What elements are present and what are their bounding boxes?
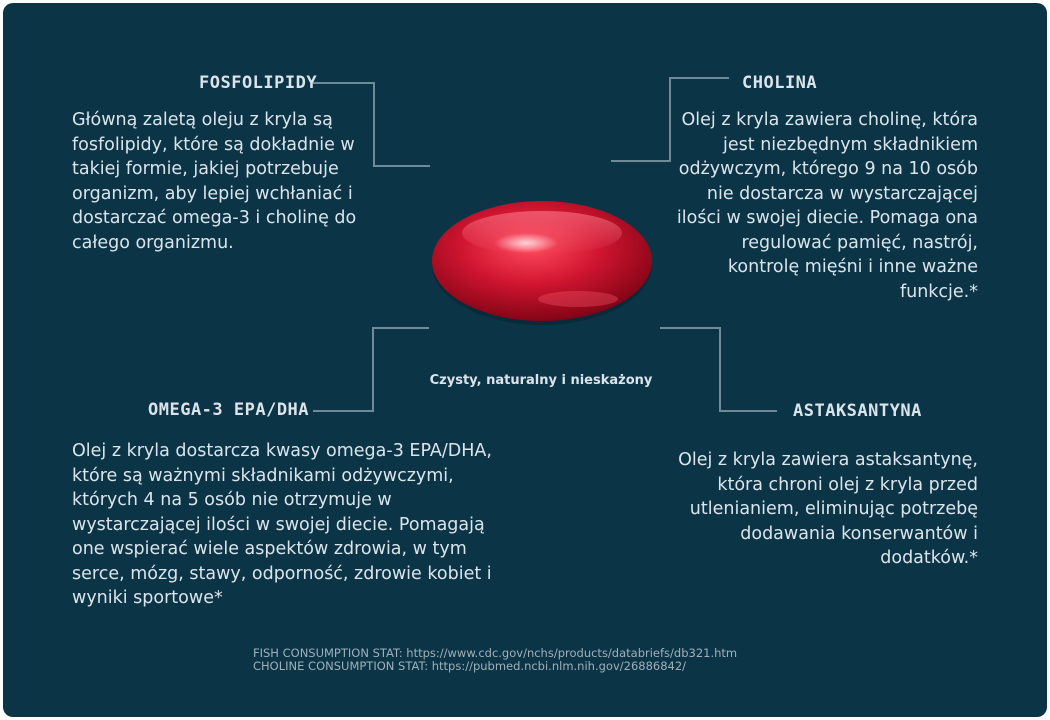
astaksantyna-title: ASTAKSANTYNA — [793, 401, 922, 421]
connector-fosfolipidy-h1 — [313, 82, 375, 84]
tagline: Czysty, naturalny i nieskażony — [429, 373, 653, 388]
connector-astaksantyna-h2 — [719, 410, 777, 412]
cholina-text: Olej z kryla zawiera cholinę, która jest niezbędnym składnikiem odżywczym, którego 9 na 10 osób nie dostarcza w wystarczającej ilości w swojej diecie. Pomaga ona regulować pamięć, nastrój, kontrolę mięśni i inne ważne funkcje.* — [676, 110, 978, 302]
omega-title: OMEGA-3 EPA/DHA — [148, 400, 310, 420]
footnote-choline-stat: CHOLINE CONSUMPTION STAT: https://pubmed.ncbi.nlm.nih.gov/26886842/ — [253, 659, 687, 673]
connector-omega-h2 — [313, 410, 374, 412]
cholina-title: CHOLINA — [742, 73, 818, 93]
infographic-card — [3, 3, 1047, 717]
connector-fosfolipidy-h2 — [373, 165, 430, 167]
connector-fosfolipidy-v — [373, 82, 375, 166]
krill-oil-capsule-image — [428, 193, 656, 329]
connector-cholina-h2 — [611, 160, 671, 162]
omega-text: Olej z kryla dostarcza kwasy omega-3 EPA/DHA, które są ważnymi składnikami odżywczymi, których 4 na 5 osób nie otrzymuje w wystarczającej ilości w swojej diecie. Pomagają one wspierać wiele aspektów zdrowia, w tym serce, mózg, stawy, odporność, zdrowie kobiet i wyniki sportowe* — [72, 441, 492, 608]
connector-astaksantyna-v — [719, 327, 721, 411]
connector-omega-h1 — [373, 327, 429, 329]
fosfolipidy-text: Główną zaletą oleju z kryla są fosfolipidy, które są dokładnie w takiej formie, jakiej potrzebuje organizm, aby lepiej wchłaniać i dostarczać omega-3 i cholinę do całego organizmu. — [72, 110, 357, 253]
footnotes — [253, 647, 737, 673]
fosfolipidy-title: FOSFOLIPIDY — [199, 73, 318, 93]
connector-astaksantyna-h1 — [660, 327, 720, 329]
connector-cholina-v — [669, 77, 671, 162]
footnote-fish-stat: FISH CONSUMPTION STAT: https://www.cdc.gov/nchs/products/databriefs/db321.htm — [253, 646, 738, 660]
astaksantyna-text: Olej z kryla zawiera astaksantynę, która chroni olej z kryla przed utlenianiem, eliminując potrzebę dodawania konserwantów i dodatków.* — [678, 450, 978, 568]
connector-omega-v — [372, 327, 374, 411]
connector-cholina-h1 — [670, 77, 729, 79]
